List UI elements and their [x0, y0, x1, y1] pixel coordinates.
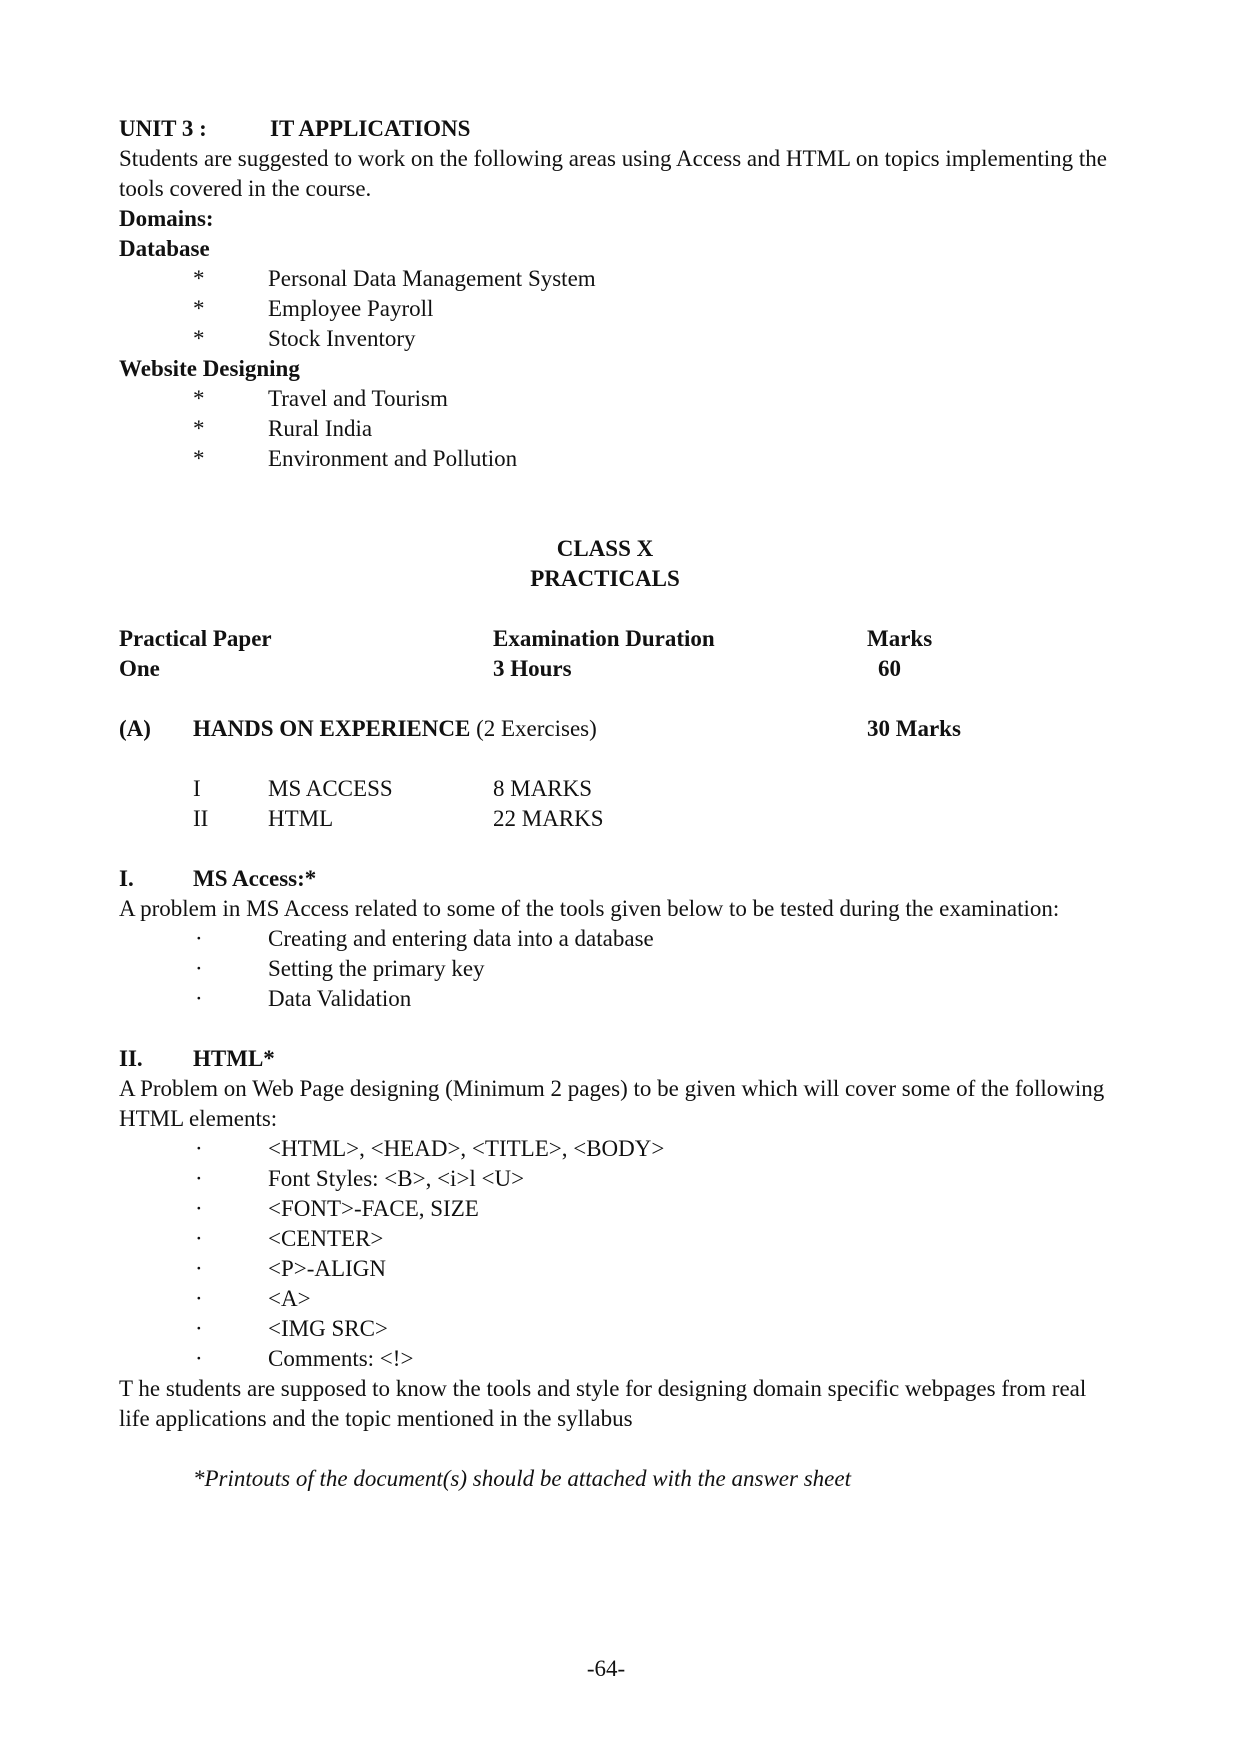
- closing-paragraph: T he students are supposed to know the tools and style for designing domain specific webpages from real life applications and the topic mentioned in the syllabus: [119, 1376, 1087, 1431]
- table-cell: 8 MARKS: [493, 776, 593, 801]
- page-number: -64-: [586, 1656, 626, 1681]
- list-item: Environment and Pollution: [268, 446, 518, 471]
- list-item: Font Styles: <B>, <i>l <U>: [268, 1166, 525, 1191]
- table-cell: II: [193, 806, 209, 831]
- bullet-icon: *: [193, 326, 205, 351]
- table-cell: 3 Hours: [493, 656, 572, 681]
- ms-access-number: I.: [119, 866, 134, 891]
- html-section-title: HTML*: [193, 1046, 275, 1071]
- bullet-icon: *: [193, 266, 205, 291]
- bullet-icon: ·: [195, 1286, 203, 1311]
- bullet-icon: *: [193, 296, 205, 321]
- bullet-icon: ·: [195, 986, 203, 1011]
- bullet-icon: ·: [195, 1316, 203, 1341]
- list-item: <FONT>-FACE, SIZE: [268, 1196, 479, 1221]
- database-heading: Database: [119, 236, 210, 261]
- list-item: Data Validation: [268, 986, 412, 1011]
- table-cell: One: [119, 656, 160, 681]
- bullet-icon: ·: [195, 1166, 203, 1191]
- list-item: <CENTER>: [268, 1226, 384, 1251]
- bullet-icon: *: [193, 416, 205, 441]
- table-header: Marks: [867, 626, 933, 651]
- bullet-icon: ·: [195, 1226, 203, 1251]
- bullet-icon: ·: [195, 1256, 203, 1281]
- list-item: <IMG SRC>: [268, 1316, 388, 1341]
- practicals-title: PRACTICALS: [530, 566, 680, 591]
- section-a-marks: 30 Marks: [867, 716, 961, 741]
- list-item: Setting the primary key: [268, 956, 485, 981]
- list-item: <P>-ALIGN: [268, 1256, 386, 1281]
- website-heading: Website Designing: [119, 356, 300, 381]
- list-item: <HTML>, <HEAD>, <TITLE>, <BODY>: [268, 1136, 665, 1161]
- ms-access-title: MS Access:*: [193, 866, 317, 891]
- html-section-desc: A Problem on Web Page designing (Minimum 2 pages) to be given which will cover some of the following HTML elements:: [119, 1076, 1105, 1131]
- unit-label: UNIT 3 :: [119, 116, 207, 141]
- section-a-note: (2 Exercises): [476, 716, 597, 741]
- list-item: Rural India: [268, 416, 373, 441]
- section-a-label: (A): [119, 716, 151, 741]
- list-item: Comments: <!>: [268, 1346, 414, 1371]
- table-cell: 60: [878, 656, 901, 681]
- table-cell: 22 MARKS: [493, 806, 604, 831]
- table-cell: HTML: [268, 806, 334, 831]
- table-header: Practical Paper: [119, 626, 272, 651]
- bullet-icon: *: [193, 386, 205, 411]
- section-a-title: HANDS ON EXPERIENCE: [193, 716, 471, 741]
- list-item: Stock Inventory: [268, 326, 416, 351]
- bullet-icon: ·: [195, 1196, 203, 1221]
- bullet-icon: ·: [195, 1136, 203, 1161]
- table-header: Examination Duration: [493, 626, 715, 651]
- bullet-icon: ·: [195, 956, 203, 981]
- list-item: Travel and Tourism: [268, 386, 448, 411]
- html-section-number: II.: [119, 1046, 143, 1071]
- domains-heading: Domains:: [119, 206, 214, 231]
- bullet-icon: ·: [195, 926, 203, 951]
- unit-title: IT APPLICATIONS: [270, 116, 471, 141]
- footnote: *Printouts of the document(s) should be attached with the answer sheet: [193, 1466, 851, 1491]
- intro-paragraph: Students are suggested to work on the following areas using Access and HTML on topics implementing the tools covered in the course.: [119, 146, 1107, 201]
- bullet-icon: ·: [195, 1346, 203, 1371]
- table-cell: I: [193, 776, 201, 801]
- ms-access-desc: A problem in MS Access related to some of the tools given below to be tested during the examination:: [119, 896, 1060, 921]
- list-item: Creating and entering data into a database: [268, 926, 654, 951]
- bullet-icon: *: [193, 446, 205, 471]
- table-cell: MS ACCESS: [268, 776, 393, 801]
- list-item: <A>: [268, 1286, 311, 1311]
- list-item: Employee Payroll: [268, 296, 434, 321]
- class-title: CLASS X: [556, 536, 654, 561]
- list-item: Personal Data Management System: [268, 266, 596, 291]
- section-a-heading: [193, 714, 597, 744]
